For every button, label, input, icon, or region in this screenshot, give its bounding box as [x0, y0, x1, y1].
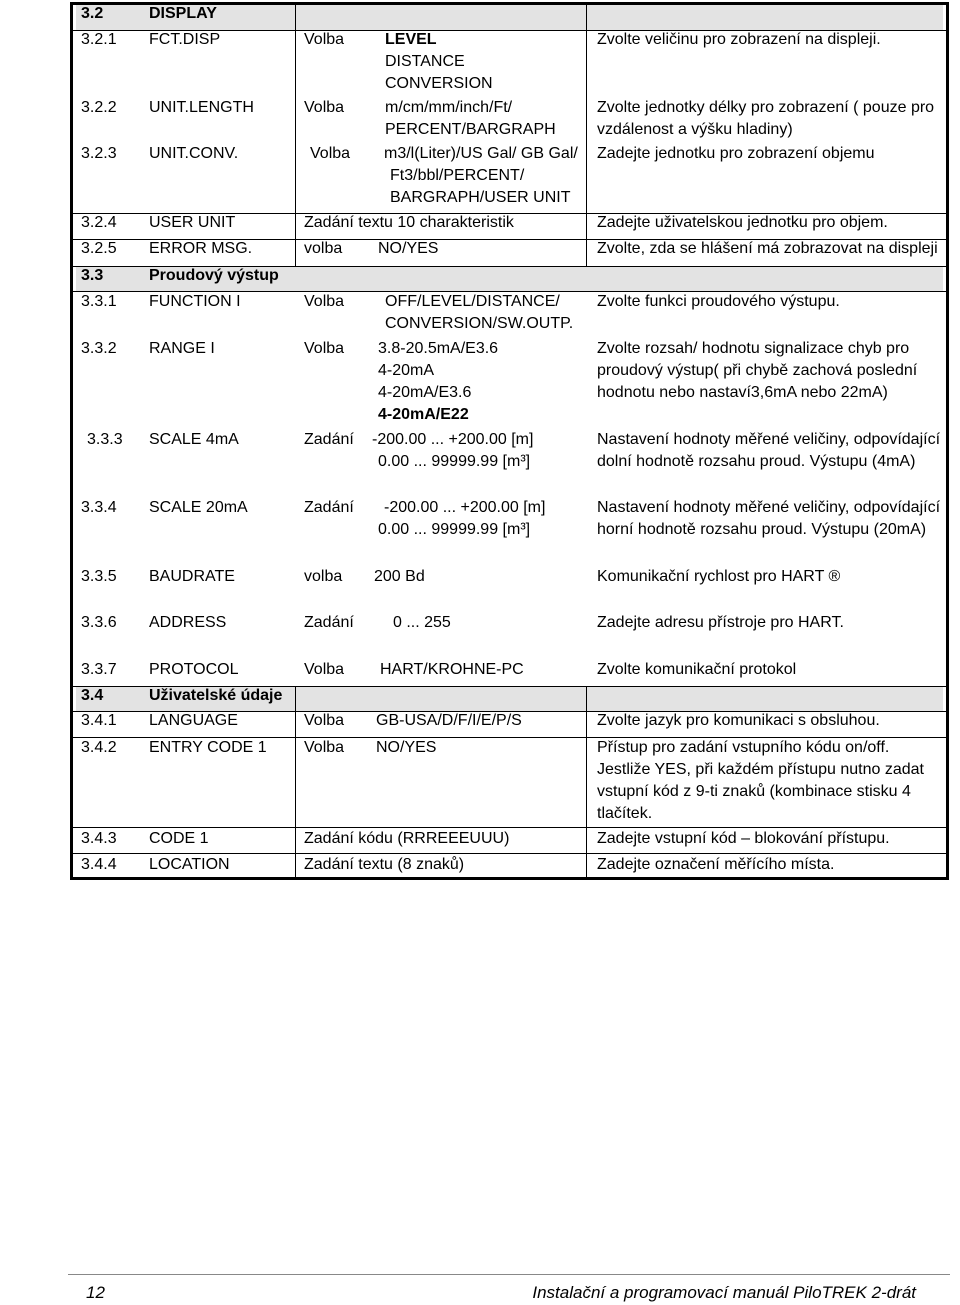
- row-mode-value: Zadání textu 10 charakteristik: [304, 214, 514, 231]
- row-value: 4-20mA: [378, 362, 435, 379]
- row-number: 3.2.1: [81, 31, 117, 48]
- row-number: 3.2.3: [81, 145, 117, 162]
- section-title: DISPLAY: [149, 5, 217, 22]
- row-number: 3.3.1: [81, 293, 117, 310]
- row-value: 4-20mA/E3.6: [378, 384, 472, 401]
- row-mode-value: Zadání kódu (RRREEEUUU): [304, 830, 510, 847]
- row-mode: Volba: [304, 661, 345, 678]
- row-description: Zvolte rozsah/ hodnotu signalizace chyb pro: [597, 340, 910, 357]
- section-number: 3.3: [81, 267, 104, 284]
- row-number: 3.4.1: [81, 712, 117, 729]
- row-description: Zadejte označení měřícího místa.: [597, 856, 835, 873]
- row-value: DISTANCE: [385, 53, 465, 70]
- row-description: Nastavení hodnoty měřené veličiny, odpovídající: [597, 431, 941, 448]
- row-mode-value: Zadání textu (8 znaků): [304, 856, 465, 873]
- row-number: 3.3.6: [81, 614, 117, 631]
- row-value: NO/YES: [378, 240, 439, 257]
- column-divider: [295, 5, 296, 266]
- row-description: horní hodnotě rozsahu proud. Výstupu (20mA): [597, 521, 927, 538]
- row-value: GB-USA/D/F/I/E/P/S: [376, 712, 522, 729]
- row-description: Zadejte vstupní kód – blokování přístupu.: [597, 830, 890, 847]
- row-name: UNIT.LENGTH: [149, 99, 254, 116]
- row-number: 3.2.4: [81, 214, 117, 231]
- row-value: 0 ... 255: [393, 614, 451, 631]
- row-description: Nastavení hodnoty měřené veličiny, odpovídající: [597, 499, 941, 516]
- row-description: Zvolte veličinu pro zobrazení na displeji.: [597, 31, 881, 48]
- row-name: USER UNIT: [149, 214, 236, 231]
- row-value: NO/YES: [376, 739, 437, 756]
- row-description: Zvolte komunikační protokol: [597, 661, 797, 678]
- row-name: BAUDRATE: [149, 568, 235, 585]
- row-number: 3.4.2: [81, 739, 117, 756]
- row-number: 3.3.5: [81, 568, 117, 585]
- row-number: 3.3.7: [81, 661, 117, 678]
- row-mode: Zadání: [304, 499, 354, 516]
- row-number: 3.4.4: [81, 856, 117, 873]
- row-description: dolní hodnotě rozsahu proud. Výstupu (4mA): [597, 453, 916, 470]
- row-description: Zadejte uživatelskou jednotku pro objem.: [597, 214, 888, 231]
- row-name: CODE 1: [149, 830, 209, 847]
- manual-title: Instalační a programovací manuál PiloTREK 2-drát: [532, 1283, 916, 1302]
- row-number: 3.2.5: [81, 240, 117, 257]
- column-divider: [295, 686, 296, 877]
- row-number: 3.3.3: [87, 431, 123, 448]
- row-description: Zadejte adresu přístroje pro HART.: [597, 614, 844, 631]
- row-number: 3.2.2: [81, 99, 117, 116]
- row-description: Zvolte jednotky délky pro zobrazení ( pouze pro: [597, 99, 935, 116]
- row-name: ERROR MSG.: [149, 240, 253, 257]
- row-name: ADDRESS: [149, 614, 227, 631]
- section-number: 3.2: [81, 5, 104, 22]
- section-title: Proudový výstup: [149, 267, 279, 284]
- page-number: 12: [86, 1283, 105, 1302]
- row-value: CONVERSION: [385, 75, 493, 92]
- column-divider: [586, 686, 587, 877]
- section-title: Uživatelské údaje: [149, 687, 283, 704]
- row-mode: Volba: [304, 712, 345, 729]
- row-value: LEVEL: [385, 31, 437, 48]
- row-value: 0.00 ... 99999.99 [m³]: [378, 453, 531, 470]
- row-description: Zvolte funkci proudového výstupu.: [597, 293, 840, 310]
- row-number: 3.3.4: [81, 499, 117, 516]
- row-mode: Volba: [304, 739, 345, 756]
- row-value: Ft3/bbl/PERCENT/: [390, 167, 525, 184]
- row-number: 3.3.2: [81, 340, 117, 357]
- row-mode: Volba: [304, 293, 345, 310]
- row-value: m3/l(Liter)/US Gal/ GB Gal/: [384, 145, 578, 162]
- row-name: UNIT.CONV.: [149, 145, 239, 162]
- row-description: Zadejte jednotku pro zobrazení objemu: [597, 145, 875, 162]
- row-number: 3.4.3: [81, 830, 117, 847]
- row-mode: Volba: [310, 145, 351, 162]
- row-value: BARGRAPH/USER UNIT: [390, 189, 571, 206]
- row-mode: Volba: [304, 99, 345, 116]
- row-value: 0.00 ... 99999.99 [m³]: [378, 521, 531, 538]
- row-name: LANGUAGE: [149, 712, 238, 729]
- row-value: 4-20mA/E22: [378, 406, 469, 423]
- row-name: FCT.DISP: [149, 31, 221, 48]
- row-description: Přístup pro zadání vstupního kódu on/off.: [597, 739, 890, 756]
- row-value: m/cm/mm/inch/Ft/: [385, 99, 513, 116]
- row-description: hodnotu nebo nastaví3,6mA nebo 22mA): [597, 384, 888, 401]
- row-description: Zvolte, zda se hlášení má zobrazovat na displeji: [597, 240, 938, 257]
- row-value: CONVERSION/SW.OUTP.: [385, 315, 574, 332]
- footer-rule: [68, 1274, 950, 1275]
- row-description: Jestliže YES, při každém přístupu nutno zadat: [597, 761, 924, 778]
- row-mode: volba: [304, 568, 343, 585]
- row-value: OFF/LEVEL/DISTANCE/: [385, 293, 560, 310]
- row-name: PROTOCOL: [149, 661, 239, 678]
- row-description: proudový výstup( při chybě zachová poslední: [597, 362, 918, 379]
- section-number: 3.4: [81, 687, 104, 704]
- row-name: LOCATION: [149, 856, 230, 873]
- row-name: RANGE I: [149, 340, 215, 357]
- row-description: Komunikační rychlost pro HART ®: [597, 568, 841, 585]
- row-value: 200 Bd: [374, 568, 425, 585]
- row-name: ENTRY CODE 1: [149, 739, 267, 756]
- row-mode: Volba: [304, 340, 345, 357]
- row-description: tlačítek.: [597, 805, 653, 822]
- row-value: -200.00 ... +200.00 [m]: [384, 499, 546, 516]
- row-value: -200.00 ... +200.00 [m]: [372, 431, 534, 448]
- row-value: 3.8-20.5mA/E3.6: [378, 340, 499, 357]
- column-divider: [586, 5, 587, 266]
- row-description: vzdálenost a výšku hladiny): [597, 121, 793, 138]
- row-mode: Volba: [304, 31, 345, 48]
- row-name: SCALE 4mA: [149, 431, 239, 448]
- row-value: PERCENT/BARGRAPH: [385, 121, 556, 138]
- row-mode: Zadání: [304, 431, 354, 448]
- row-name: SCALE 20mA: [149, 499, 248, 516]
- row-name: FUNCTION I: [149, 293, 241, 310]
- row-description: vstupní kód z 9-ti znaků (kombinace stisku 4: [597, 783, 911, 800]
- row-description: Zvolte jazyk pro komunikaci s obsluhou.: [597, 712, 880, 729]
- row-mode: volba: [304, 240, 343, 257]
- row-mode: Zadání: [304, 614, 354, 631]
- row-value: HART/KROHNE-PC: [380, 661, 524, 678]
